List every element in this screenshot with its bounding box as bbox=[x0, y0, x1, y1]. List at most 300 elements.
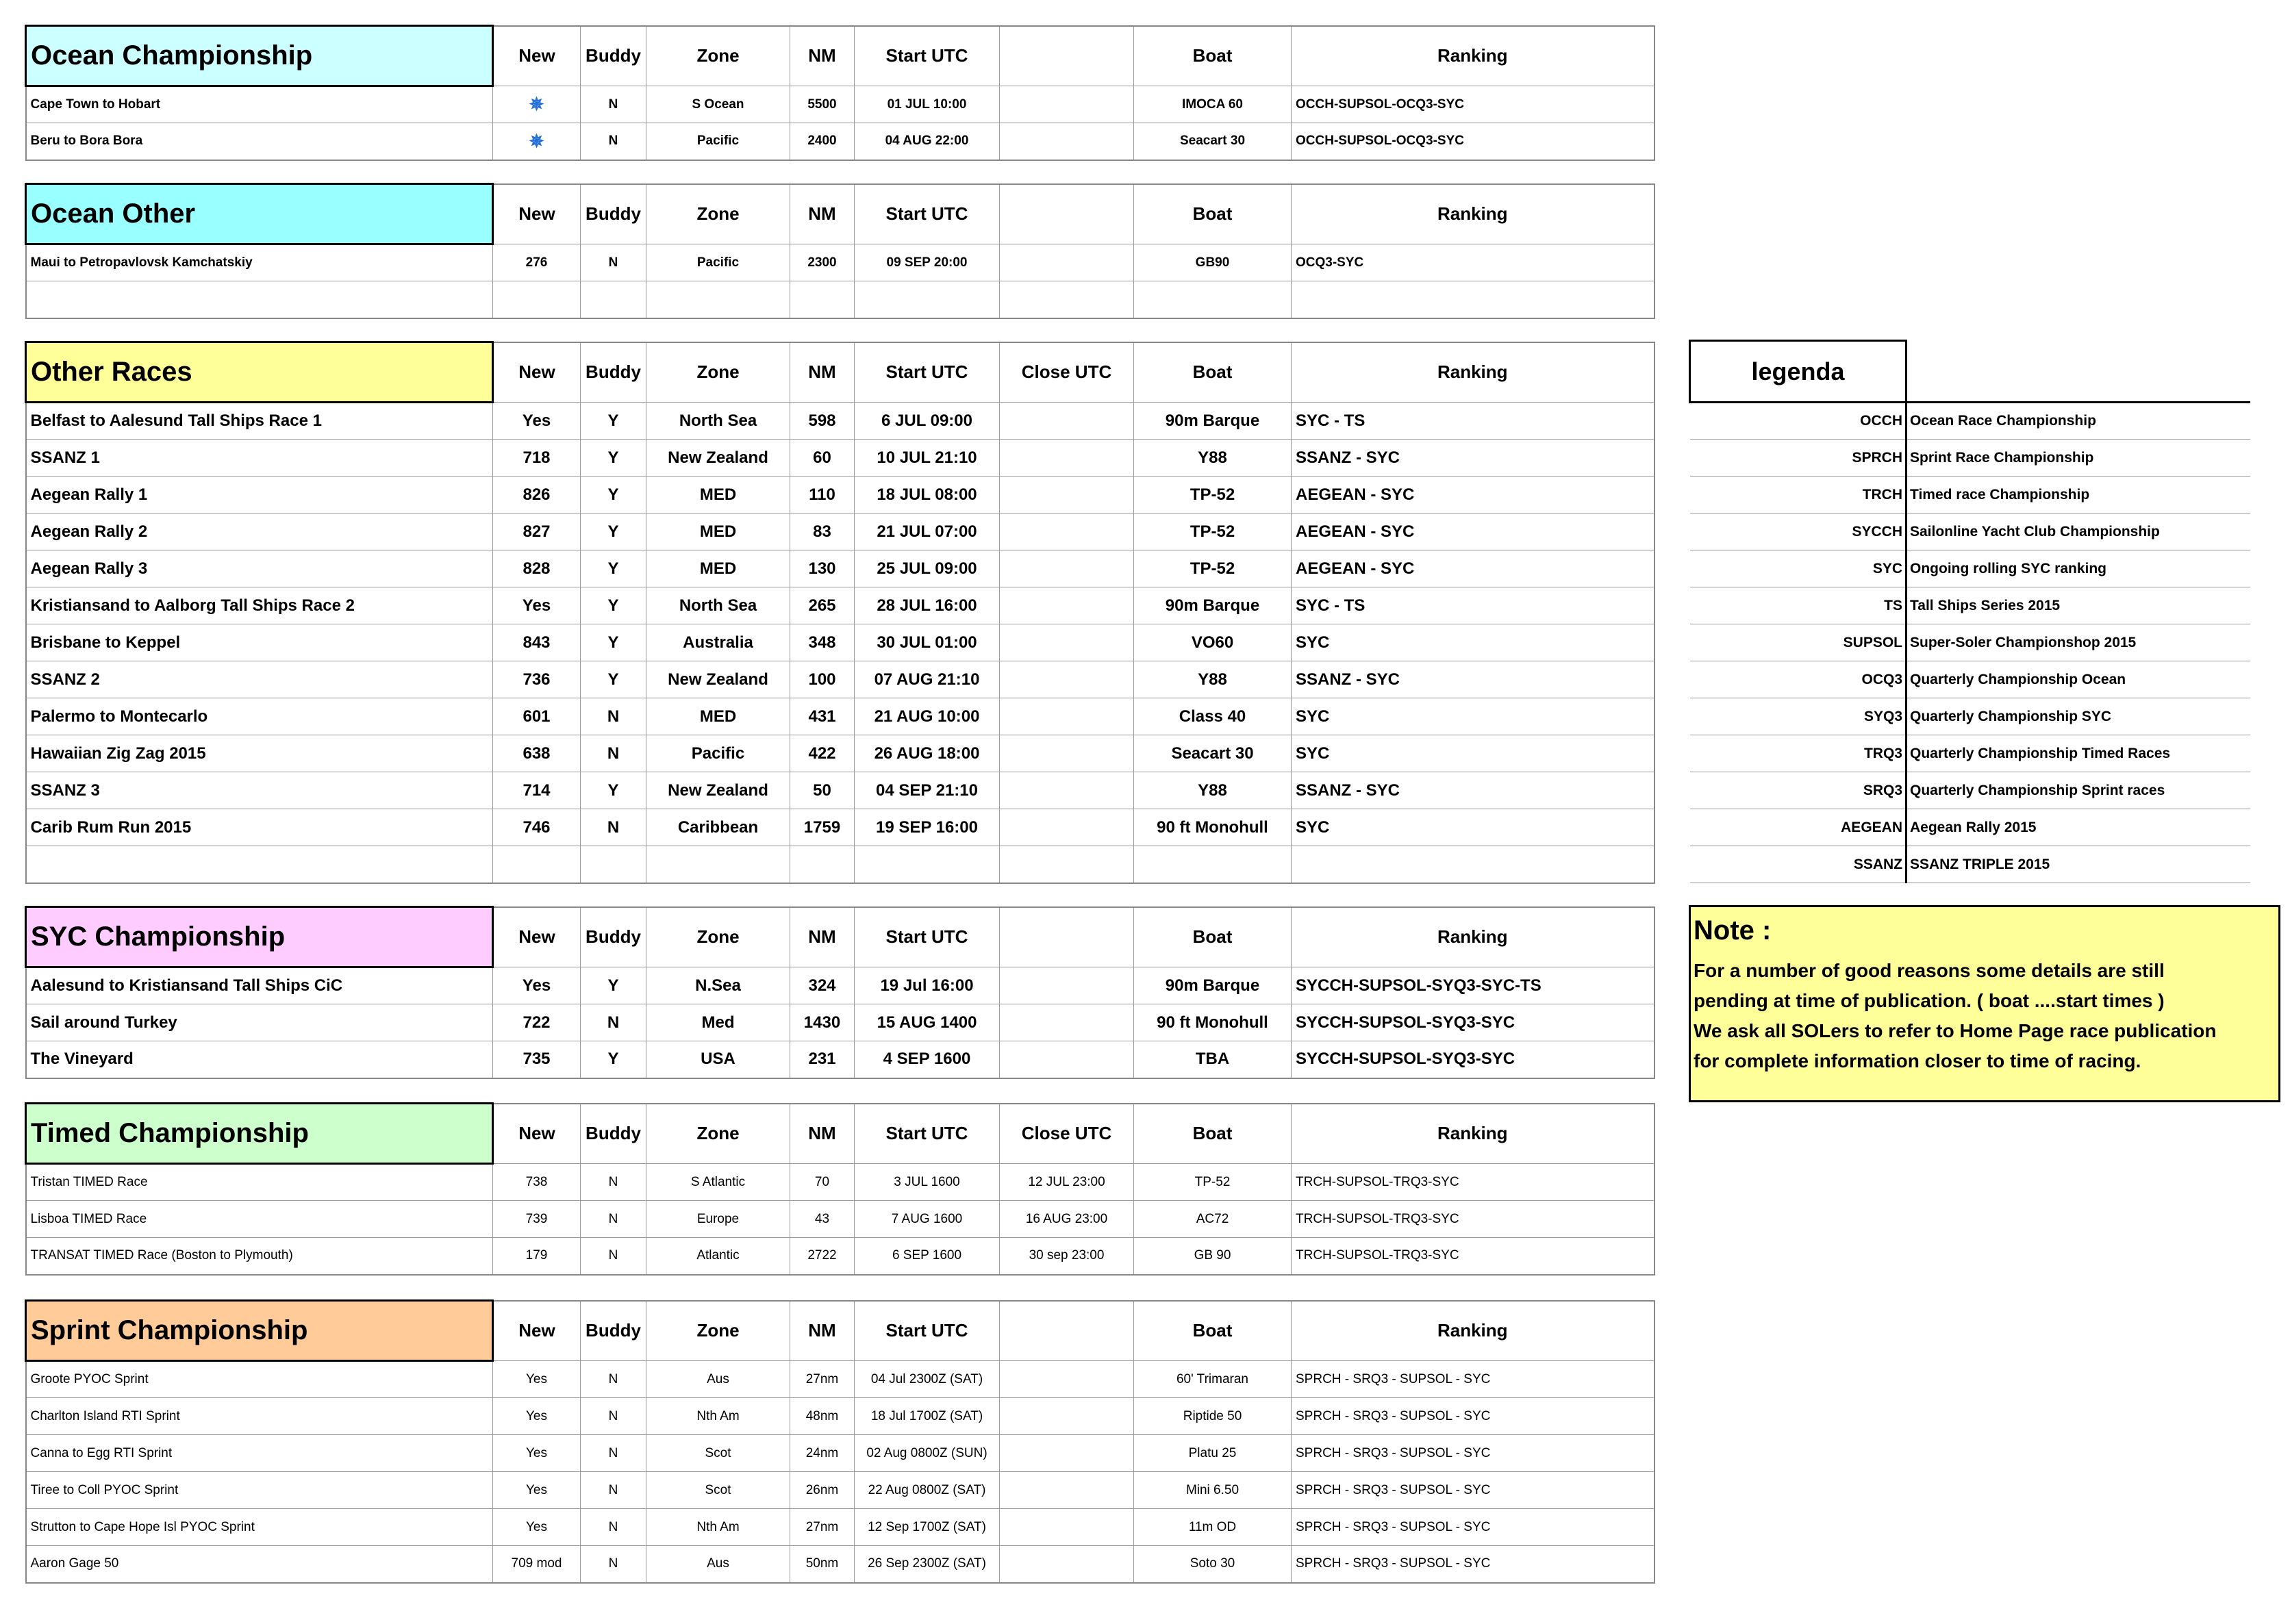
legend-description: Sailonline Yacht Club Championship bbox=[1907, 513, 2250, 550]
cell-zone: Scot bbox=[646, 1472, 790, 1509]
section-header-row bbox=[26, 907, 1654, 967]
new-race-star-icon: ✵ bbox=[529, 130, 544, 151]
cell-new: 843 bbox=[493, 624, 581, 661]
table-row bbox=[26, 1361, 1654, 1398]
cell-race-name: Belfast to Aalesund Tall Ships Race 1 bbox=[26, 403, 493, 440]
column-header-ranking: Ranking bbox=[1292, 184, 1654, 244]
cell-new: 738 bbox=[493, 1164, 581, 1201]
cell-zone: New Zealand bbox=[646, 440, 790, 477]
cell-race-name: Aalesund to Kristiansand Tall Ships CiC bbox=[26, 967, 493, 1004]
legend-row bbox=[1690, 735, 2250, 772]
legend-row bbox=[1690, 698, 2250, 735]
column-header-ranking: Ranking bbox=[1292, 1104, 1654, 1164]
column-header-new: New bbox=[493, 907, 581, 967]
cell-boat: 90m Barque bbox=[1134, 587, 1292, 624]
cell-boat: Soto 30 bbox=[1134, 1546, 1292, 1583]
cell-start-utc: 7 AUG 1600 bbox=[855, 1201, 1000, 1238]
cell-zone bbox=[646, 846, 790, 883]
cell-buddy: Y bbox=[581, 661, 646, 698]
cell-zone: Australia bbox=[646, 624, 790, 661]
legend-code: SPRCH bbox=[1690, 440, 1907, 477]
cell-start-utc: 18 Jul 1700Z (SAT) bbox=[855, 1398, 1000, 1435]
cell-start-utc: 10 JUL 21:10 bbox=[855, 440, 1000, 477]
cell-start-utc: 04 Jul 2300Z (SAT) bbox=[855, 1361, 1000, 1398]
legend-description: Tall Ships Series 2015 bbox=[1907, 587, 2250, 624]
column-header-new: New bbox=[493, 26, 581, 86]
cell-zone: Nth Am bbox=[646, 1398, 790, 1435]
legend-code: TRCH bbox=[1690, 477, 1907, 513]
legend-row bbox=[1690, 624, 2250, 661]
cell-race-name: TRANSAT TIMED Race (Boston to Plymouth) bbox=[26, 1238, 493, 1275]
cell-buddy: Y bbox=[581, 403, 646, 440]
cell-race-name: Strutton to Cape Hope Isl PYOC Sprint bbox=[26, 1509, 493, 1546]
cell-ranking: OCQ3-SYC bbox=[1292, 244, 1654, 281]
note-line: For a number of good reasons some details are still bbox=[1694, 960, 2165, 981]
cell-boat: Class 40 bbox=[1134, 698, 1292, 735]
table-row bbox=[26, 477, 1654, 513]
cell-buddy: Y bbox=[581, 967, 646, 1004]
cell-zone: S Ocean bbox=[646, 86, 790, 123]
cell-boat: Riptide 50 bbox=[1134, 1398, 1292, 1435]
legend-description: Timed race Championship bbox=[1907, 477, 2250, 513]
cell-new: 179 bbox=[493, 1238, 581, 1275]
column-header-zone: Zone bbox=[646, 1301, 790, 1361]
legend-description: Ongoing rolling SYC ranking bbox=[1907, 550, 2250, 587]
cell-buddy: N bbox=[581, 244, 646, 281]
cell-zone: S Atlantic bbox=[646, 1164, 790, 1201]
cell-nm: 348 bbox=[790, 624, 855, 661]
cell-race-name: SSANZ 3 bbox=[26, 772, 493, 809]
cell-start-utc: 04 AUG 22:00 bbox=[855, 123, 1000, 160]
cell-race-name bbox=[26, 281, 493, 318]
cell-close-utc bbox=[1000, 587, 1134, 624]
column-header-start-utc: Start UTC bbox=[855, 184, 1000, 244]
cell-ranking: SYC - TS bbox=[1292, 587, 1654, 624]
cell-new: 746 bbox=[493, 809, 581, 846]
table-row bbox=[26, 1472, 1654, 1509]
section-table bbox=[25, 1102, 1655, 1276]
column-header-start-utc: Start UTC bbox=[855, 907, 1000, 967]
cell-zone: Nth Am bbox=[646, 1509, 790, 1546]
cell-race-name: Kristiansand to Aalborg Tall Ships Race 2 bbox=[26, 587, 493, 624]
cell-new bbox=[493, 123, 581, 160]
cell-nm: 83 bbox=[790, 513, 855, 550]
cell-ranking: SSANZ - SYC bbox=[1292, 440, 1654, 477]
legend-code: SYCCH bbox=[1690, 513, 1907, 550]
cell-race-name: Cape Town to Hobart bbox=[26, 86, 493, 123]
cell-close-utc: 12 JUL 23:00 bbox=[1000, 1164, 1134, 1201]
cell-start-utc: 21 JUL 07:00 bbox=[855, 513, 1000, 550]
legend-row bbox=[1690, 513, 2250, 550]
cell-ranking: SPRCH - SRQ3 - SUPSOL - SYC bbox=[1292, 1472, 1654, 1509]
cell-race-name: The Vineyard bbox=[26, 1041, 493, 1078]
section-header-row bbox=[26, 342, 1654, 403]
cell-ranking: SYCCH-SUPSOL-SYQ3-SYC bbox=[1292, 1004, 1654, 1041]
cell-nm: 2722 bbox=[790, 1238, 855, 1275]
cell-race-name: Brisbane to Keppel bbox=[26, 624, 493, 661]
cell-boat: 90 ft Monohull bbox=[1134, 809, 1292, 846]
cell-boat: 11m OD bbox=[1134, 1509, 1292, 1546]
cell-close-utc: 30 sep 23:00 bbox=[1000, 1238, 1134, 1275]
column-header-start-utc: Start UTC bbox=[855, 1301, 1000, 1361]
cell-buddy: Y bbox=[581, 587, 646, 624]
note-box bbox=[1689, 905, 2280, 1102]
cell-ranking: SPRCH - SRQ3 - SUPSOL - SYC bbox=[1292, 1398, 1654, 1435]
table-row bbox=[26, 1435, 1654, 1472]
cell-buddy: N bbox=[581, 809, 646, 846]
cell-new: 276 bbox=[493, 244, 581, 281]
column-header-start-utc: Start UTC bbox=[855, 342, 1000, 403]
cell-close-utc: 16 AUG 23:00 bbox=[1000, 1201, 1134, 1238]
cell-zone: N.Sea bbox=[646, 967, 790, 1004]
cell-race-name: Maui to Petropavlovsk Kamchatskiy bbox=[26, 244, 493, 281]
column-header-boat: Boat bbox=[1134, 184, 1292, 244]
cell-buddy: N bbox=[581, 1472, 646, 1509]
cell-start-utc: 6 JUL 09:00 bbox=[855, 403, 1000, 440]
cell-ranking bbox=[1292, 281, 1654, 318]
column-header-ranking: Ranking bbox=[1292, 907, 1654, 967]
cell-new: Yes bbox=[493, 1472, 581, 1509]
cell-close-utc bbox=[1000, 1041, 1134, 1078]
cell-race-name: Aegean Rally 3 bbox=[26, 550, 493, 587]
cell-close-utc bbox=[1000, 440, 1134, 477]
table-row bbox=[26, 1238, 1654, 1275]
legend-description: Quarterly Championship Timed Races bbox=[1907, 735, 2250, 772]
cell-start-utc: 12 Sep 1700Z (SAT) bbox=[855, 1509, 1000, 1546]
cell-boat: GB 90 bbox=[1134, 1238, 1292, 1275]
cell-close-utc bbox=[1000, 967, 1134, 1004]
cell-new: 735 bbox=[493, 1041, 581, 1078]
cell-start-utc: 28 JUL 16:00 bbox=[855, 587, 1000, 624]
note-line: We ask all SOLers to refer to Home Page race publication bbox=[1694, 1020, 2217, 1041]
column-header-zone: Zone bbox=[646, 342, 790, 403]
cell-start-utc: 19 SEP 16:00 bbox=[855, 809, 1000, 846]
column-header-ranking: Ranking bbox=[1292, 1301, 1654, 1361]
cell-new: Yes bbox=[493, 1361, 581, 1398]
legend-description: Super-Soler Championshop 2015 bbox=[1907, 624, 2250, 661]
table-row bbox=[26, 661, 1654, 698]
cell-nm: 50nm bbox=[790, 1546, 855, 1583]
cell-buddy: N bbox=[581, 1435, 646, 1472]
cell-ranking: SYCCH-SUPSOL-SYQ3-SYC-TS bbox=[1292, 967, 1654, 1004]
cell-close-utc bbox=[1000, 1472, 1134, 1509]
cell-start-utc: 19 Jul 16:00 bbox=[855, 967, 1000, 1004]
note-title: Note : bbox=[1694, 915, 1772, 946]
note-line: for complete information closer to time of racing. bbox=[1694, 1050, 2141, 1071]
cell-buddy: N bbox=[581, 1164, 646, 1201]
cell-close-utc bbox=[1000, 809, 1134, 846]
cell-close-utc bbox=[1000, 403, 1134, 440]
cell-zone: MED bbox=[646, 550, 790, 587]
table-row bbox=[26, 846, 1654, 883]
cell-start-utc: 4 SEP 1600 bbox=[855, 1041, 1000, 1078]
cell-new bbox=[493, 86, 581, 123]
column-header-nm: NM bbox=[790, 184, 855, 244]
cell-boat: AC72 bbox=[1134, 1201, 1292, 1238]
table-row bbox=[26, 86, 1654, 123]
cell-new: 638 bbox=[493, 735, 581, 772]
table-row bbox=[26, 967, 1654, 1004]
legend-code: AEGEAN bbox=[1690, 809, 1907, 846]
cell-nm: 48nm bbox=[790, 1398, 855, 1435]
cell-zone: New Zealand bbox=[646, 661, 790, 698]
cell-zone: MED bbox=[646, 477, 790, 513]
cell-boat: Y88 bbox=[1134, 661, 1292, 698]
legend-description: Quarterly Championship Sprint races bbox=[1907, 772, 2250, 809]
cell-race-name: Hawaiian Zig Zag 2015 bbox=[26, 735, 493, 772]
cell-zone: USA bbox=[646, 1041, 790, 1078]
cell-new: 826 bbox=[493, 477, 581, 513]
cell-zone: North Sea bbox=[646, 403, 790, 440]
cell-ranking: SYCCH-SUPSOL-SYQ3-SYC bbox=[1292, 1041, 1654, 1078]
column-header-ranking: Ranking bbox=[1292, 342, 1654, 403]
cell-buddy: N bbox=[581, 123, 646, 160]
cell-zone: New Zealand bbox=[646, 772, 790, 809]
table-row bbox=[26, 1546, 1654, 1583]
table-row bbox=[26, 1164, 1654, 1201]
legend-code: TRQ3 bbox=[1690, 735, 1907, 772]
cell-buddy: N bbox=[581, 1361, 646, 1398]
column-header-boat: Boat bbox=[1134, 907, 1292, 967]
cell-nm: 60 bbox=[790, 440, 855, 477]
table-row bbox=[26, 244, 1654, 281]
legend-code: TS bbox=[1690, 587, 1907, 624]
cell-zone: MED bbox=[646, 698, 790, 735]
cell-start-utc: 01 JUL 10:00 bbox=[855, 86, 1000, 123]
legend-code: SYQ3 bbox=[1690, 698, 1907, 735]
column-header-start-utc: Start UTC bbox=[855, 26, 1000, 86]
cell-nm: 1430 bbox=[790, 1004, 855, 1041]
section-title: Timed Championship bbox=[26, 1104, 493, 1164]
cell-boat: TP-52 bbox=[1134, 550, 1292, 587]
column-header-buddy: Buddy bbox=[581, 342, 646, 403]
cell-zone bbox=[646, 281, 790, 318]
table-row bbox=[26, 624, 1654, 661]
cell-new: 718 bbox=[493, 440, 581, 477]
table-row bbox=[26, 513, 1654, 550]
table-row bbox=[26, 587, 1654, 624]
cell-ranking: SYC bbox=[1292, 624, 1654, 661]
cell-ranking: OCCH-SUPSOL-OCQ3-SYC bbox=[1292, 86, 1654, 123]
cell-boat: VO60 bbox=[1134, 624, 1292, 661]
column-header-buddy: Buddy bbox=[581, 26, 646, 86]
table-row bbox=[26, 550, 1654, 587]
column-header-new: New bbox=[493, 342, 581, 403]
legend-code: SYC bbox=[1690, 550, 1907, 587]
cell-buddy: Y bbox=[581, 772, 646, 809]
column-header-close-utc bbox=[1000, 1301, 1134, 1361]
cell-nm: 231 bbox=[790, 1041, 855, 1078]
column-header-new: New bbox=[493, 1301, 581, 1361]
legend-code: SSANZ bbox=[1690, 846, 1907, 883]
new-race-star-icon: ✵ bbox=[529, 94, 544, 114]
cell-boat: Seacart 30 bbox=[1134, 123, 1292, 160]
table-row bbox=[26, 735, 1654, 772]
legend-code: SRQ3 bbox=[1690, 772, 1907, 809]
cell-close-utc bbox=[1000, 1004, 1134, 1041]
cell-start-utc: 07 AUG 21:10 bbox=[855, 661, 1000, 698]
cell-close-utc bbox=[1000, 698, 1134, 735]
cell-new: 722 bbox=[493, 1004, 581, 1041]
cell-start-utc: 26 AUG 18:00 bbox=[855, 735, 1000, 772]
column-header-boat: Boat bbox=[1134, 1104, 1292, 1164]
cell-race-name: Aegean Rally 2 bbox=[26, 513, 493, 550]
cell-start-utc: 22 Aug 0800Z (SAT) bbox=[855, 1472, 1000, 1509]
cell-start-utc: 6 SEP 1600 bbox=[855, 1238, 1000, 1275]
section-header-row bbox=[26, 184, 1654, 244]
cell-zone: MED bbox=[646, 513, 790, 550]
section-table bbox=[25, 25, 1655, 161]
legend-row bbox=[1690, 403, 2250, 440]
column-header-close-utc bbox=[1000, 184, 1134, 244]
cell-new: Yes bbox=[493, 1435, 581, 1472]
cell-buddy: N bbox=[581, 1201, 646, 1238]
column-header-nm: NM bbox=[790, 907, 855, 967]
cell-ranking: SPRCH - SRQ3 - SUPSOL - SYC bbox=[1292, 1435, 1654, 1472]
cell-ranking: AEGEAN - SYC bbox=[1292, 550, 1654, 587]
cell-race-name: Sail around Turkey bbox=[26, 1004, 493, 1041]
cell-nm: 50 bbox=[790, 772, 855, 809]
legend-row bbox=[1690, 587, 2250, 624]
cell-boat: TBA bbox=[1134, 1041, 1292, 1078]
cell-buddy: N bbox=[581, 86, 646, 123]
cell-zone: Pacific bbox=[646, 244, 790, 281]
cell-ranking: AEGEAN - SYC bbox=[1292, 513, 1654, 550]
section-table bbox=[25, 1299, 1655, 1584]
cell-boat bbox=[1134, 281, 1292, 318]
cell-new: 714 bbox=[493, 772, 581, 809]
section-header-row bbox=[26, 26, 1654, 86]
cell-race-name: Lisboa TIMED Race bbox=[26, 1201, 493, 1238]
cell-buddy: N bbox=[581, 735, 646, 772]
cell-ranking: AEGEAN - SYC bbox=[1292, 477, 1654, 513]
note-line: pending at time of publication. ( boat ....start times ) bbox=[1694, 990, 2165, 1011]
cell-boat: Y88 bbox=[1134, 772, 1292, 809]
cell-nm: 2300 bbox=[790, 244, 855, 281]
cell-start-utc: 09 SEP 20:00 bbox=[855, 244, 1000, 281]
column-header-nm: NM bbox=[790, 1104, 855, 1164]
cell-zone: Europe bbox=[646, 1201, 790, 1238]
column-header-buddy: Buddy bbox=[581, 1104, 646, 1164]
cell-buddy: Y bbox=[581, 513, 646, 550]
cell-boat: 60' Trimaran bbox=[1134, 1361, 1292, 1398]
legend-description: Quarterly Championship SYC bbox=[1907, 698, 2250, 735]
legend-code: SUPSOL bbox=[1690, 624, 1907, 661]
cell-boat: Platu 25 bbox=[1134, 1435, 1292, 1472]
column-header-zone: Zone bbox=[646, 1104, 790, 1164]
cell-race-name: SSANZ 1 bbox=[26, 440, 493, 477]
cell-boat: TP-52 bbox=[1134, 1164, 1292, 1201]
cell-boat: TP-52 bbox=[1134, 477, 1292, 513]
cell-close-utc bbox=[1000, 772, 1134, 809]
column-header-ranking: Ranking bbox=[1292, 26, 1654, 86]
cell-ranking bbox=[1292, 846, 1654, 883]
cell-new: 739 bbox=[493, 1201, 581, 1238]
section-title: SYC Championship bbox=[26, 907, 493, 967]
table-row bbox=[26, 772, 1654, 809]
section-table bbox=[25, 183, 1655, 319]
cell-close-utc bbox=[1000, 1509, 1134, 1546]
column-header-zone: Zone bbox=[646, 184, 790, 244]
cell-new: Yes bbox=[493, 967, 581, 1004]
cell-zone: Aus bbox=[646, 1546, 790, 1583]
cell-new: 828 bbox=[493, 550, 581, 587]
cell-nm bbox=[790, 281, 855, 318]
table-row bbox=[26, 1509, 1654, 1546]
cell-close-utc bbox=[1000, 624, 1134, 661]
section-header-row bbox=[26, 1104, 1654, 1164]
cell-start-utc: 30 JUL 01:00 bbox=[855, 624, 1000, 661]
cell-race-name: Aegean Rally 1 bbox=[26, 477, 493, 513]
cell-ranking: TRCH-SUPSOL-TRQ3-SYC bbox=[1292, 1238, 1654, 1275]
cell-nm: 130 bbox=[790, 550, 855, 587]
cell-start-utc: 25 JUL 09:00 bbox=[855, 550, 1000, 587]
legend-description: Aegean Rally 2015 bbox=[1907, 809, 2250, 846]
cell-ranking: SPRCH - SRQ3 - SUPSOL - SYC bbox=[1292, 1509, 1654, 1546]
cell-new: Yes bbox=[493, 1509, 581, 1546]
legend-row bbox=[1690, 550, 2250, 587]
cell-ranking: OCCH-SUPSOL-OCQ3-SYC bbox=[1292, 123, 1654, 160]
section-table bbox=[25, 906, 1655, 1079]
cell-nm: 2400 bbox=[790, 123, 855, 160]
table-row bbox=[26, 403, 1654, 440]
cell-boat: Y88 bbox=[1134, 440, 1292, 477]
cell-zone: Atlantic bbox=[646, 1238, 790, 1275]
cell-close-utc bbox=[1000, 1546, 1134, 1583]
legend-row bbox=[1690, 440, 2250, 477]
cell-boat: Seacart 30 bbox=[1134, 735, 1292, 772]
cell-race-name: Beru to Bora Bora bbox=[26, 123, 493, 160]
cell-buddy: N bbox=[581, 1546, 646, 1583]
cell-boat: 90m Barque bbox=[1134, 403, 1292, 440]
cell-new: 709 mod bbox=[493, 1546, 581, 1583]
column-header-boat: Boat bbox=[1134, 342, 1292, 403]
cell-start-utc: 15 AUG 1400 bbox=[855, 1004, 1000, 1041]
legend-row bbox=[1690, 477, 2250, 513]
cell-ranking: SYC - TS bbox=[1292, 403, 1654, 440]
section-header-row bbox=[26, 1301, 1654, 1361]
cell-ranking: SPRCH - SRQ3 - SUPSOL - SYC bbox=[1292, 1546, 1654, 1583]
legend-row bbox=[1690, 809, 2250, 846]
cell-race-name bbox=[26, 846, 493, 883]
table-row bbox=[26, 1004, 1654, 1041]
cell-close-utc bbox=[1000, 513, 1134, 550]
table-row bbox=[26, 123, 1654, 160]
cell-nm: 100 bbox=[790, 661, 855, 698]
cell-nm: 1759 bbox=[790, 809, 855, 846]
cell-race-name: Canna to Egg RTI Sprint bbox=[26, 1435, 493, 1472]
cell-new: 736 bbox=[493, 661, 581, 698]
table-row bbox=[26, 440, 1654, 477]
cell-new: Yes bbox=[493, 587, 581, 624]
cell-race-name: Tristan TIMED Race bbox=[26, 1164, 493, 1201]
table-row bbox=[26, 809, 1654, 846]
cell-close-utc bbox=[1000, 477, 1134, 513]
cell-boat bbox=[1134, 846, 1292, 883]
legend-description: Sprint Race Championship bbox=[1907, 440, 2250, 477]
cell-buddy: Y bbox=[581, 440, 646, 477]
column-header-buddy: Buddy bbox=[581, 1301, 646, 1361]
cell-nm bbox=[790, 846, 855, 883]
table-row bbox=[26, 698, 1654, 735]
cell-race-name: SSANZ 2 bbox=[26, 661, 493, 698]
cell-buddy: N bbox=[581, 1004, 646, 1041]
cell-close-utc bbox=[1000, 1435, 1134, 1472]
cell-nm: 5500 bbox=[790, 86, 855, 123]
column-header-nm: NM bbox=[790, 26, 855, 86]
cell-start-utc: 02 Aug 0800Z (SUN) bbox=[855, 1435, 1000, 1472]
cell-close-utc bbox=[1000, 123, 1134, 160]
